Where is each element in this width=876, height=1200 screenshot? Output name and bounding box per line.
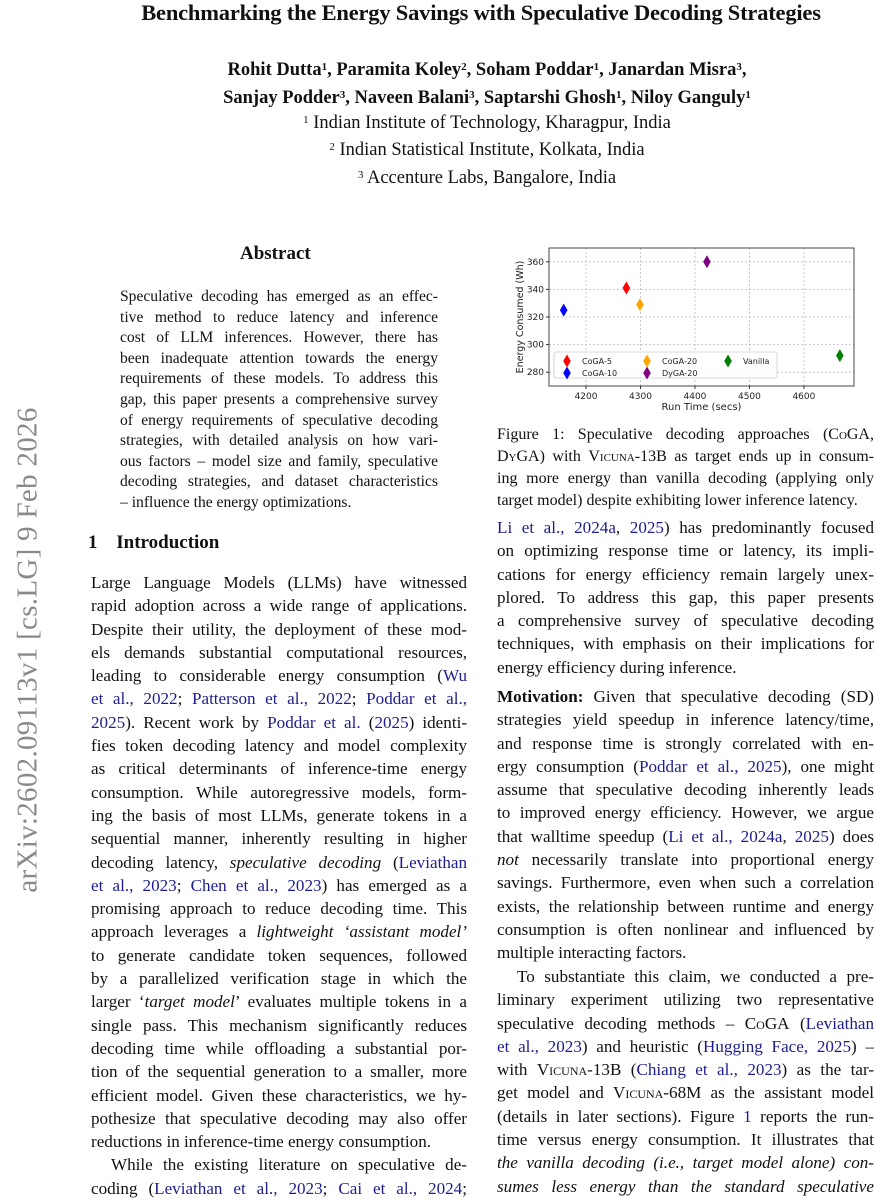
citation-link[interactable]: 2025: [794, 826, 829, 846]
citation-link[interactable]: Chen et al., 2023: [190, 875, 322, 895]
text-segment: ,: [782, 826, 795, 846]
text-segment: ous factors – model size and family, speculative: [120, 452, 438, 470]
text-segment: by a parallelized verification stage in which the: [91, 969, 467, 989]
text-segment: ). Recent work by: [125, 712, 268, 732]
legend-label: DyGA-20: [662, 369, 698, 378]
text-line: [91, 1014, 467, 1037]
text-segment: (: [381, 852, 399, 872]
text-segment: ) has emerged as a: [321, 875, 467, 895]
text-segment: CoGA: [828, 426, 870, 443]
text-segment: ;: [176, 875, 191, 895]
x-tick-label: 4400: [683, 392, 707, 402]
citation-link[interactable]: Patterson et al., 2022: [191, 689, 352, 709]
text-line: [497, 988, 874, 1011]
text-segment: ;: [177, 689, 192, 709]
x-tick-label: 4300: [629, 392, 652, 402]
text-line: [120, 431, 438, 452]
affiliation-number: 3: [357, 169, 364, 181]
legend-label: CoGA-5: [582, 357, 612, 366]
text-segment: savings. Furthermore, even when such a correlation: [497, 873, 874, 893]
text-line: [497, 778, 874, 801]
text-segment: ;: [462, 1178, 467, 1198]
text-line: [120, 349, 438, 370]
text-line: [497, 1105, 874, 1128]
text-segment: ;: [322, 1178, 339, 1198]
text-line: [497, 1128, 874, 1151]
affiliation-text: Indian Statistical Institute, Kolkata, India: [339, 140, 645, 160]
text-line: [91, 711, 467, 734]
text-segment: as critical determinants of inference-time energy: [91, 759, 467, 779]
text-line: [91, 781, 467, 804]
author-line-2: Sanjay Podder$^3$, Naveen Balani$^3$, Saptarshi Ghosh$^1$, Niloy Ganguly$^1$: [223, 88, 751, 108]
y-tick-label: 280: [526, 368, 544, 379]
x-tick-label: 4200: [574, 392, 598, 402]
text-segment: ing the basis of most LLMs, generate tokens in a: [91, 805, 467, 825]
citation-link[interactable]: Hugging Face, 2025: [703, 1036, 852, 1056]
text-line: [120, 369, 438, 390]
introduction-right-paragraph-1: [497, 516, 874, 679]
text-segment: sequential manner, inherently resulting in higher: [91, 829, 467, 849]
citation-link[interactable]: Li et al., 2024a: [497, 518, 616, 537]
text-segment: ,: [615, 518, 630, 537]
text-line: [497, 446, 874, 468]
text-segment: requirements of these models. To address this: [120, 370, 438, 388]
author-name: Sanjay Podder: [223, 88, 340, 108]
text-segment: cations for energy efficiency remain largely unex-: [497, 564, 874, 584]
citation-link[interactable]: Leviathan: [398, 852, 467, 872]
text-segment: that walltime speedup (: [497, 826, 669, 846]
text-line: [497, 516, 874, 539]
affiliation-2: [0, 138, 876, 162]
text-line: [91, 641, 467, 664]
text-line: [91, 944, 467, 967]
abstract-text: [120, 287, 438, 514]
affiliation-text: Accenture Labs, Bangalore, India: [366, 168, 617, 188]
text-segment: not: [497, 850, 519, 870]
introduction-left-column: [91, 571, 467, 1200]
text-segment: consumption. While autoregressive models, form-: [91, 782, 467, 802]
citation-link[interactable]: Li et al., 2024a: [668, 826, 783, 846]
text-line: [91, 967, 467, 990]
affiliation-3: [0, 166, 876, 190]
text-segment: target model: [144, 992, 235, 1012]
author-affiliation-number: 2: [461, 61, 467, 73]
text-segment: Vicuna: [536, 1060, 588, 1080]
text-line: [120, 287, 438, 308]
text-segment: Despite their utility, the deployment of these mod-: [91, 619, 467, 639]
text-segment: ) identi-: [408, 712, 467, 732]
text-segment: time versus energy consumption. It illustrates that: [497, 1130, 874, 1150]
text-segment: Figure 1: Speculative decoding approaches (: [497, 426, 829, 443]
text-segment: on optimizing response time or latency, its impli-: [497, 541, 874, 561]
text-line: [497, 656, 874, 679]
legend-label: CoGA-20: [662, 357, 698, 366]
text-segment: ) does: [828, 826, 874, 846]
author-name: Paramita Koley: [336, 60, 462, 80]
text-segment: rapid adoption across a wide range of applications.: [91, 596, 467, 616]
text-segment: speculative decoding: [229, 852, 382, 872]
text-segment: cost of LLM inferences. However, there has: [120, 329, 438, 347]
text-segment: Speculative decoding has emerged as an effec-: [120, 288, 438, 305]
text-segment: gap, this paper presents a comprehensive survey: [120, 390, 438, 408]
text-line: [497, 1035, 874, 1058]
legend-label: CoGA-10: [582, 369, 618, 378]
citation-link[interactable]: et al., 2022: [91, 689, 178, 709]
text-segment: ) and heuristic (: [581, 1036, 703, 1056]
text-line: [91, 1084, 467, 1107]
text-segment: multiple interacting factors.: [497, 943, 687, 963]
motivation-paragraph: [497, 685, 874, 965]
text-line: [497, 941, 874, 964]
paper-title: Benchmarking the Energy Savings with Speculative Decoding Strategies: [141, 0, 821, 25]
text-line: [497, 586, 874, 609]
y-tick-label: 320: [526, 313, 544, 323]
text-segment: fies token decoding latency and model complexity: [91, 736, 467, 756]
text-segment: liminary experiment utilizing two representative: [497, 990, 874, 1010]
citation-link[interactable]: et al., 2023: [91, 875, 177, 895]
figure-1-caption: [497, 424, 874, 512]
author-name: Naveen Balani: [354, 88, 470, 108]
text-line: [91, 618, 467, 641]
affiliation-number: 1: [303, 114, 309, 126]
citation-link[interactable]: Wu: [443, 666, 467, 686]
affiliation-number: 2: [329, 141, 335, 153]
text-segment: ing more energy than vanilla decoding (applying only: [497, 470, 874, 487]
text-segment: lightweight ‘assistant model’: [256, 922, 467, 942]
citation-link[interactable]: Leviathan et al., 2023: [154, 1178, 323, 1198]
text-segment: get model and: [497, 1083, 613, 1103]
text-segment: of energy requirements of speculative decoding: [120, 411, 438, 429]
author-name: Soham Poddar: [475, 60, 594, 80]
text-segment: reports the run-: [751, 1106, 874, 1126]
author-affiliation-number: 3: [469, 89, 475, 101]
text-segment: -13B as target ends up in consum-: [634, 448, 874, 465]
text-segment: the vanilla decoding (i.e., target model alone) con-: [497, 1153, 874, 1173]
text-segment: to improved energy efficiency. However, we argue: [497, 803, 874, 823]
citation-link[interactable]: et al., 2023: [497, 1036, 582, 1056]
paragraph-label: Motivation:: [497, 687, 584, 706]
text-line: [120, 411, 438, 432]
text-segment: pothesize that speculative decoding may also offer: [91, 1108, 467, 1128]
text-line: [497, 1058, 874, 1081]
text-segment: (: [789, 1013, 806, 1033]
author-affiliation-number: 1: [593, 61, 600, 73]
text-line: [497, 563, 874, 586]
text-segment: ;: [351, 689, 367, 709]
text-segment: -13B (: [587, 1060, 637, 1080]
text-segment: leading to considerable energy consumption (: [91, 666, 443, 686]
text-line: [120, 308, 438, 329]
text-segment: ergy consumption (: [497, 756, 639, 776]
text-segment: decoding strategies, and dataset characteristics: [120, 473, 438, 491]
author-affiliation-number: 1: [616, 89, 622, 101]
text-line: [497, 685, 874, 708]
text-line: [91, 734, 467, 757]
text-segment: CoGA: [744, 1013, 790, 1033]
text-segment: els demands substantial computational resources,: [91, 642, 467, 662]
text-segment: strategies, with detailed analysis on how vari-: [120, 432, 438, 450]
author-affiliation-number: 1: [745, 89, 751, 101]
citation-link[interactable]: Poddar et al., 2025: [638, 756, 782, 776]
text-line: [91, 1177, 467, 1200]
text-line: [91, 827, 467, 850]
text-line: [497, 1081, 874, 1104]
text-line: [91, 804, 467, 827]
text-line: [497, 825, 874, 848]
text-line: [497, 490, 874, 512]
y-tick-label: 340: [526, 285, 544, 296]
y-axis-label: Energy Consumed (Wh): [515, 260, 526, 374]
citation-link[interactable]: Cai et al., 2024: [338, 1178, 463, 1198]
x-tick-label: 4500: [737, 392, 761, 402]
text-line: [497, 609, 874, 632]
citation-link[interactable]: 2025: [374, 712, 409, 732]
text-line: [91, 1130, 467, 1153]
section-heading: [88, 532, 219, 554]
text-line: [120, 493, 438, 514]
text-line: [497, 871, 874, 894]
arxiv-identifier-stamp[interactable]: arXiv:2602.09113v1 [cs.LG] 9 Feb 2026: [11, 407, 44, 893]
text-line: [120, 472, 438, 493]
author-name: Saptarshi Ghosh: [483, 88, 617, 108]
text-line: [91, 571, 467, 594]
text-segment: -68M as the assistant model: [663, 1083, 874, 1103]
text-segment: techniques, with emphasis on their implications for: [497, 634, 874, 654]
text-segment: DyGA: [497, 448, 540, 465]
text-line: [91, 1153, 467, 1176]
text-segment: coding (: [91, 1178, 155, 1198]
text-line: [120, 390, 438, 411]
text-segment: – influence the energy optimizations.: [120, 493, 352, 511]
text-segment: and response time is strongly correlated with en-: [497, 733, 874, 753]
text-segment: tion of the sequential generation to a smaller, more: [91, 1062, 467, 1082]
text-line: [91, 594, 467, 617]
affiliation-1: [0, 111, 876, 135]
text-line: [497, 632, 874, 655]
text-segment: consumption is often nonlinear and influenced by: [497, 919, 874, 939]
text-segment: decoding latency,: [91, 852, 230, 872]
text-segment: ) –: [851, 1036, 874, 1056]
text-segment: ), one might: [781, 756, 874, 776]
text-line: [497, 755, 874, 778]
text-line: [497, 1151, 874, 1174]
text-line: [91, 920, 467, 943]
text-segment: (: [360, 712, 375, 732]
citation-link[interactable]: Leviathan: [805, 1013, 874, 1033]
citation-link[interactable]: Poddar et al.: [267, 712, 361, 732]
text-line: [497, 801, 874, 824]
citation-link[interactable]: 2025: [629, 518, 664, 537]
y-tick-label: 360: [526, 257, 544, 268]
text-segment: promising approach to reduce decoding time. This: [91, 899, 467, 919]
text-segment: tive method to reduce latency and inference: [120, 308, 438, 326]
text-segment: ) has predominantly focused: [663, 518, 874, 537]
text-line: [497, 895, 874, 918]
author-name: Niloy Ganguly: [630, 88, 746, 108]
abstract-heading: Abstract: [240, 243, 311, 264]
x-axis-label: Run Time (secs): [661, 402, 742, 413]
text-line: [91, 1060, 467, 1083]
text-line: [91, 897, 467, 920]
text-line: [91, 687, 467, 710]
text-line: [91, 664, 467, 687]
text-line: [497, 1175, 874, 1198]
author-line-1: Rohit Dutta$^1$, Paramita Koley$^2$, Soham Poddar$^1$, Janardan Misra$^3$,: [227, 60, 747, 80]
text-segment: necessarily translate into proportional energy: [518, 850, 874, 870]
text-line: [497, 732, 874, 755]
author-name: Rohit Dutta: [227, 60, 322, 80]
text-segment: target model) despite exhibiting lower inference latency.: [497, 492, 858, 509]
text-line: [120, 328, 438, 349]
text-line: [497, 1012, 874, 1035]
x-tick-label: 4600: [792, 392, 816, 402]
text-line: [497, 424, 874, 446]
text-segment: a comprehensive survey of speculative decoding: [497, 611, 874, 631]
text-segment: strategies yield speedup in inference latency/time,: [497, 710, 874, 730]
legend-label: Vanilla: [743, 357, 770, 366]
text-line: [91, 990, 467, 1013]
affiliation-text: Indian Institute of Technology, Kharagpur, India: [313, 113, 671, 133]
text-segment: (details in later sections). Figure: [497, 1106, 744, 1126]
text-segment: ) as the tar-: [781, 1060, 874, 1080]
text-segment: exists, the relationship between runtime and energy: [497, 896, 874, 916]
text-segment: efficient model. Given these characteristics, we hy-: [91, 1085, 467, 1105]
text-segment: Given that speculative decoding (SD): [583, 687, 874, 706]
text-segment: decoding time while offloading a substantial por-: [91, 1038, 467, 1058]
text-segment: sumes less energy than the standard speculative: [497, 1176, 874, 1196]
text-segment: ) with: [539, 448, 589, 465]
text-line: [120, 452, 438, 473]
text-line: [497, 848, 874, 871]
section-number: 1: [88, 532, 98, 553]
text-line: [91, 1107, 467, 1130]
section-title: Introduction: [116, 532, 220, 553]
citation-link[interactable]: Poddar et al.,: [366, 689, 467, 709]
text-segment: ’ evaluates multiple tokens in a: [234, 992, 467, 1012]
experiment-paragraph: [497, 965, 874, 1198]
text-line: [497, 918, 874, 941]
citation-link[interactable]: Chiang et al., 2023: [636, 1060, 782, 1080]
author-name: Janardan Misra: [608, 60, 737, 80]
text-segment: energy efficiency during inference.: [497, 657, 737, 677]
author-affiliation-number: 3: [339, 89, 346, 101]
text-segment: to generate candidate token sequences, followed: [91, 945, 467, 965]
text-segment: larger ‘: [91, 992, 145, 1012]
text-segment: speculative decoding methods –: [497, 1013, 745, 1033]
text-segment: To substantiate this claim, we conducted a pre-: [517, 967, 874, 986]
text-line: [91, 1037, 467, 1060]
text-line: [497, 468, 874, 490]
citation-link[interactable]: 1: [743, 1106, 752, 1126]
text-segment: with: [497, 1060, 537, 1080]
text-segment: plored. To address this gap, this paper presents: [497, 587, 874, 607]
text-line: [91, 757, 467, 780]
text-segment: Large Language Models (LLMs) have witnessed: [91, 573, 467, 592]
y-tick-label: 300: [526, 340, 544, 351]
text-line: [91, 851, 467, 874]
text-line: [91, 874, 467, 897]
text-line: [497, 708, 874, 731]
text-line: [497, 539, 874, 562]
text-segment: Vicuna: [612, 1083, 664, 1103]
text-segment: reductions in inference-time energy consumption.: [91, 1132, 432, 1152]
author-affiliation-number: 1: [321, 61, 328, 73]
energy-vs-runtime-chart: [500, 240, 876, 420]
text-segment: Vicuna: [588, 448, 635, 465]
text-line: [497, 965, 874, 988]
text-segment: While the existing literature on speculative de-: [111, 1155, 467, 1175]
text-segment: approach leverages a: [91, 922, 257, 942]
text-segment: ,: [870, 426, 874, 443]
text-segment: single pass. This mechanism significantly reduces: [91, 1015, 467, 1035]
citation-link[interactable]: 2025: [91, 712, 126, 732]
text-segment: been inadequate attention towards the energy: [120, 349, 438, 367]
text-segment: assume that speculative decoding inherently leads: [497, 780, 874, 800]
author-affiliation-number: 3: [736, 61, 742, 73]
